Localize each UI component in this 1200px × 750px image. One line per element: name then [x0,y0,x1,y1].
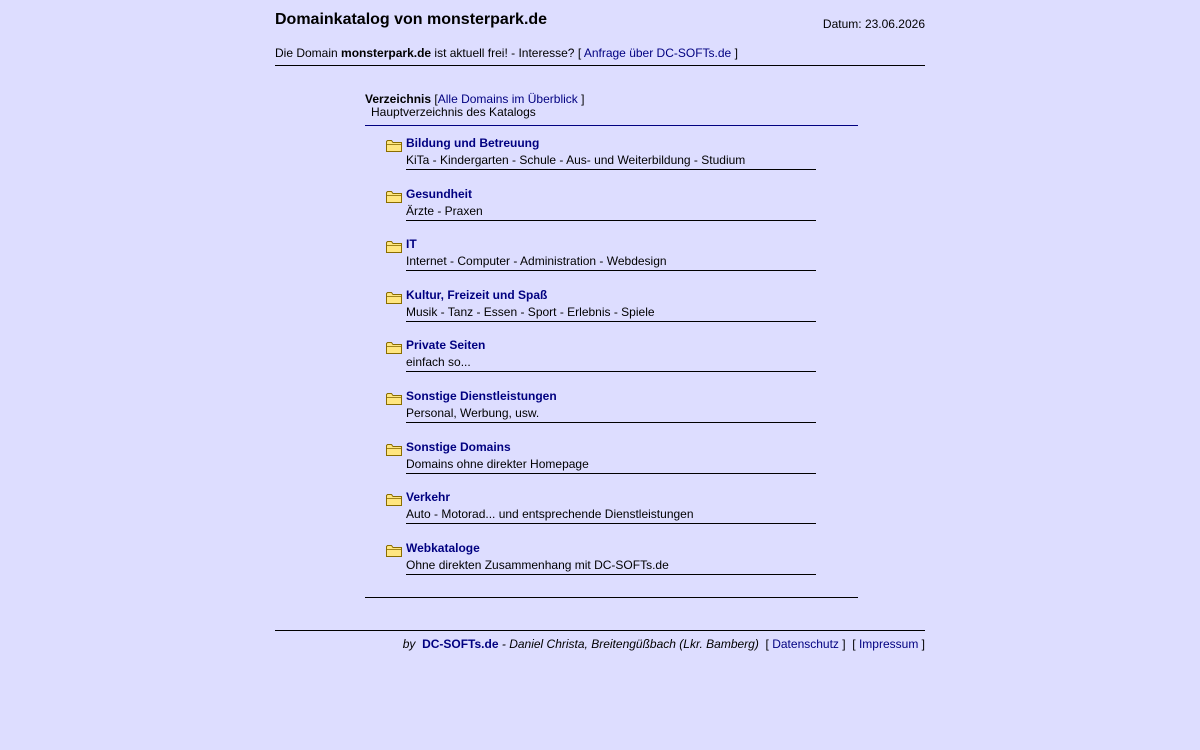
category-item [386,237,858,288]
category-divider [406,169,816,170]
category-item [386,440,858,491]
folder-icon [386,341,402,354]
all-domains-overview-link[interactable]: Alle Domains im Überblick [437,92,578,106]
folder-icon [386,139,402,152]
overview-bracket-open: [ [434,92,438,106]
folder-icon [386,190,402,203]
category-item [386,541,858,592]
category-divider [406,473,816,474]
category-link[interactable]: Gesundheit [406,186,473,201]
category-description: Internet - Computer - Administration - Webdesign [406,254,667,269]
category-item [386,389,858,440]
category-link[interactable]: Sonstige Dienstleistungen [406,388,557,403]
footer-by: by [402,637,416,651]
folder-icon [386,392,402,405]
folder-icon [386,544,402,557]
catalog-bottom-divider [365,597,858,598]
category-description: Domains ohne direkter Homepage [406,456,589,471]
folder-icon [386,443,402,456]
intro-domain: monsterpark.de [341,46,432,60]
category-divider [406,574,816,575]
category-link[interactable]: Kultur, Freizeit und Spaß [406,287,548,302]
date-display [823,17,925,31]
imprint-link[interactable]: Impressum [858,637,919,651]
category-link[interactable]: Private Seiten [406,338,486,353]
folder-icon [386,291,402,304]
privacy-bracket-open: [ [765,637,769,651]
category-divider [406,270,816,271]
category-link[interactable]: Bildung und Betreuung [406,136,540,150]
intro-suffix: ist aktuell frei! - Interesse? [ [434,46,582,60]
imprint-bracket-close: ] [921,637,925,651]
inquiry-link[interactable]: Anfrage über DC-SOFTs.de [583,46,732,60]
category-link[interactable]: Verkehr [406,490,451,505]
domain-availability-notice [275,46,738,60]
catalog-divider [365,125,858,126]
intro-close: ] [734,46,738,60]
intro-prefix: Die Domain [275,46,338,60]
privacy-link[interactable]: Datenschutz [772,637,839,651]
category-description: einfach so... [406,355,471,370]
footer-brand-link[interactable]: DC-SOFTs.de [422,637,499,651]
folder-icon [386,240,402,253]
date-value: 23.06.2026 [864,17,925,31]
footer-author: - Daniel Christa, Breitengüßbach (Lkr. Bamberg) [501,637,759,651]
category-divider [406,321,816,322]
catalog-heading: Verzeichnis [365,92,432,106]
category-description: Auto - Motorad... und entsprechende Dienstleistungen [406,507,694,522]
category-link[interactable]: IT [406,237,417,252]
date-label: Datum: [822,17,862,31]
footer [403,637,925,651]
category-description: Ärzte - Praxen [406,203,483,218]
category-item [386,288,858,339]
header-divider [275,65,925,66]
category-link[interactable]: Webkataloge [406,540,480,555]
category-item [386,490,858,541]
category-item [386,136,858,187]
category-divider [406,422,816,423]
category-description: Personal, Werbung, usw. [406,405,540,420]
catalog-heading-row [365,92,858,106]
footer-divider [275,630,925,631]
category-divider [406,523,816,524]
category-list [365,136,858,591]
category-item [386,187,858,238]
category-link[interactable]: Sonstige Domains [406,439,511,454]
catalog-section [365,92,858,591]
category-divider [406,220,816,221]
privacy-bracket-close: ] [842,637,846,651]
category-divider [406,371,816,372]
category-description: Ohne direkten Zusammenhang mit DC-SOFTs.de [406,557,669,572]
imprint-bracket-open: [ [852,637,856,651]
page-title: Domainkatalog von monsterpark.de [275,11,548,28]
folder-icon [386,493,402,506]
category-item [386,338,858,389]
overview-bracket-close: ] [581,92,585,106]
category-description: Musik - Tanz - Essen - Sport - Erlebnis - Spiele [406,304,655,319]
catalog-subtitle: Hauptverzeichnis des Katalogs [371,105,536,119]
category-description: KiTa - Kindergarten - Schule - Aus- und Weiterbildung - Studium [406,153,746,167]
